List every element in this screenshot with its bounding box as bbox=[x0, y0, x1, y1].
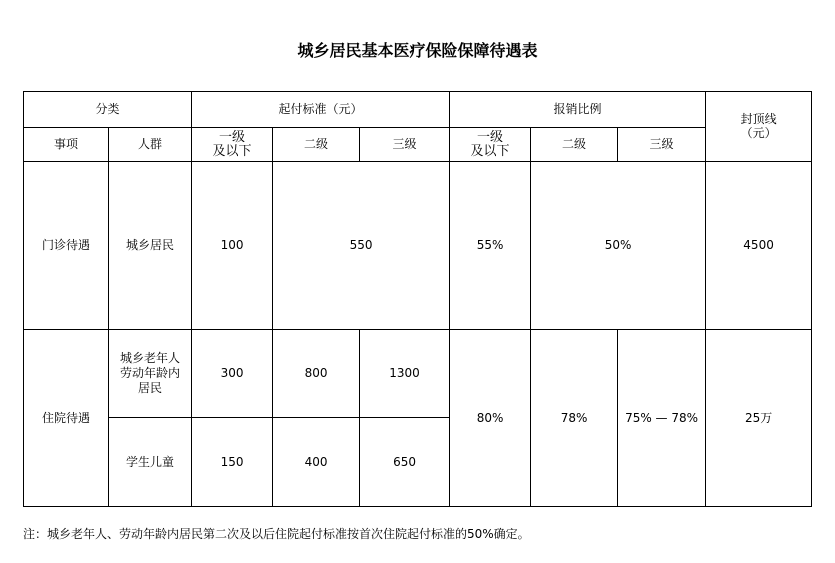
inpatient-students-deductible-level1: 150 bbox=[192, 418, 273, 507]
inpatient-elderly-row bbox=[24, 330, 812, 418]
inpatient-reimburse-level3: 75% — 78% bbox=[618, 330, 706, 507]
outpatient-cap: 4500 bbox=[706, 162, 812, 330]
outpatient-item: 门诊待遇 bbox=[24, 162, 109, 330]
inpatient-elderly-deductible-level2: 800 bbox=[273, 330, 360, 418]
header-reimburse-level1: 一级 及以下 bbox=[450, 128, 531, 162]
page-title: 城乡居民基本医疗保险保障待遇表 bbox=[297, 41, 538, 60]
benefits-table bbox=[23, 91, 812, 507]
header-cap: 封顶线 （元） bbox=[706, 92, 812, 162]
header-row-1 bbox=[24, 92, 812, 128]
outpatient-reimburse-level23: 50% bbox=[531, 162, 706, 330]
header-deductible-level1: 一级 及以下 bbox=[192, 128, 273, 162]
outpatient-deductible-level23: 550 bbox=[273, 162, 450, 330]
header-category: 分类 bbox=[24, 92, 192, 128]
inpatient-cap: 25万 bbox=[706, 330, 812, 507]
header-reimburse-level2: 二级 bbox=[531, 128, 618, 162]
header-reimburse-ratio: 报销比例 bbox=[450, 92, 706, 128]
header-reimburse-level3: 三级 bbox=[618, 128, 706, 162]
outpatient-row bbox=[24, 162, 812, 330]
footnote: 注：城乡老年人、劳动年龄内居民第二次及以后住院起付标准按首次住院起付标准的50%确定。 bbox=[23, 527, 530, 541]
outpatient-deductible-level1: 100 bbox=[192, 162, 273, 330]
header-deductible-level2: 二级 bbox=[273, 128, 360, 162]
header-group: 人群 bbox=[109, 128, 192, 162]
inpatient-reimburse-level1: 80% bbox=[450, 330, 531, 507]
inpatient-elderly-deductible-level3: 1300 bbox=[360, 330, 450, 418]
header-row-2 bbox=[24, 128, 812, 162]
inpatient-item: 住院待遇 bbox=[24, 330, 109, 507]
inpatient-elderly-group: 城乡老年人 劳动年龄内 居民 bbox=[109, 330, 192, 418]
inpatient-students-deductible-level3: 650 bbox=[360, 418, 450, 507]
inpatient-elderly-deductible-level1: 300 bbox=[192, 330, 273, 418]
inpatient-reimburse-level2: 78% bbox=[531, 330, 618, 507]
inpatient-students-group: 学生儿童 bbox=[109, 418, 192, 507]
outpatient-reimburse-level1: 55% bbox=[450, 162, 531, 330]
outpatient-group: 城乡居民 bbox=[109, 162, 192, 330]
inpatient-students-deductible-level2: 400 bbox=[273, 418, 360, 507]
header-deductible-level3: 三级 bbox=[360, 128, 450, 162]
header-deductible: 起付标准（元） bbox=[192, 92, 450, 128]
header-item: 事项 bbox=[24, 128, 109, 162]
